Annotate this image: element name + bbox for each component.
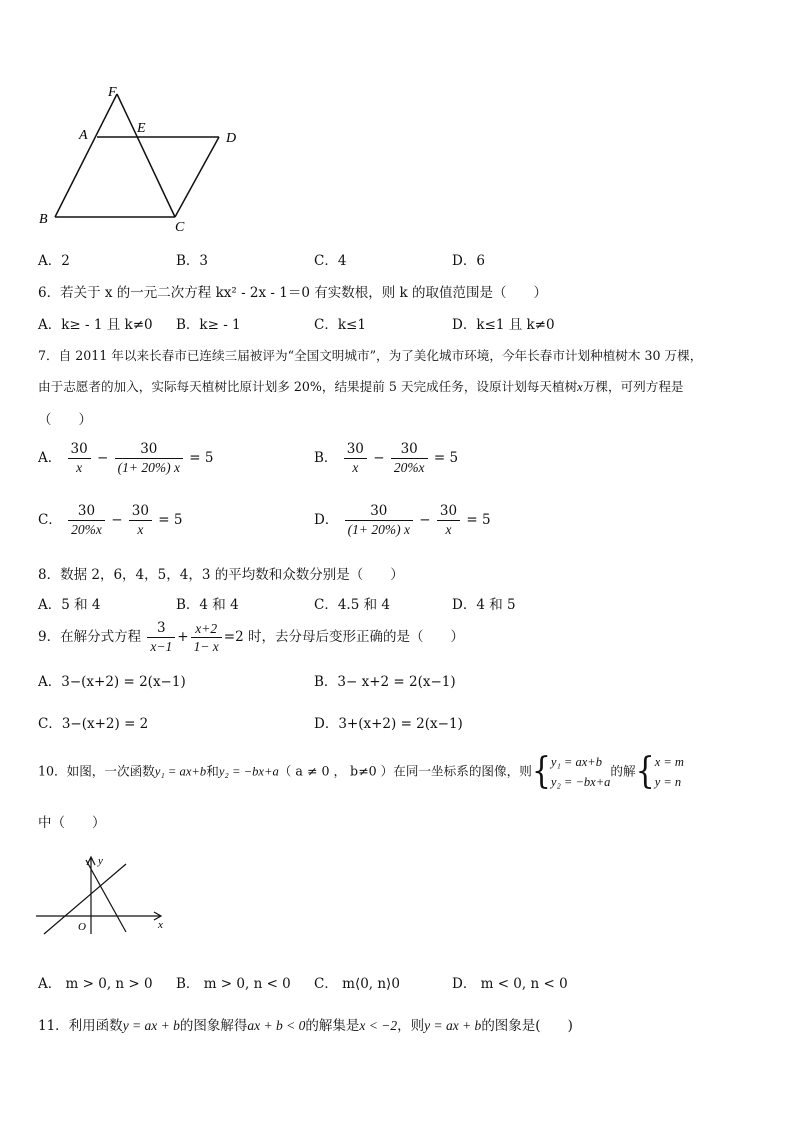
q9-suffix: =2 时，去分母后变形正确的是（ ）	[223, 629, 464, 645]
q7-line3: （ ）	[38, 412, 92, 428]
q5-option-b: B．3	[176, 253, 209, 269]
graph-label-o: O	[78, 921, 86, 933]
q9-n1: 3	[147, 620, 175, 638]
q7-a-label: A．	[38, 450, 62, 466]
q7-a-d2: (1+ 20%) x	[117, 460, 180, 475]
q7-b-n1: 30	[344, 441, 367, 459]
q7-a-minus: −	[97, 450, 109, 466]
q10-option-b: B． m > 0, n < 0	[176, 976, 291, 992]
q7-b-d1: x	[352, 460, 359, 475]
q8-option-a: A．5 和 4	[38, 597, 101, 613]
q10-sol2: y = n	[654, 775, 682, 789]
q7-line1: 7．自 2011 年以来长春市已连续三届被评为“全国文明城市”，为了美化城市环境，今年长春市计划种植树木 30 万棵，	[38, 348, 703, 363]
label-b: B	[39, 212, 48, 227]
q6-option-d: D．k≤1 且 k≠0	[452, 317, 555, 333]
side-dc	[175, 137, 219, 217]
q9-prefix: 9．在解分式方程	[38, 629, 142, 645]
q10-brace-1: {	[531, 750, 551, 793]
q10-line2: 中（ ）	[38, 815, 106, 831]
q10-sys2: y₂ = −bx+a	[550, 775, 611, 789]
q11-f3: x < −2	[359, 1018, 398, 1033]
q9-option-a: A．3−(x+2) = 2(x−1)	[38, 674, 186, 690]
q9-d1: x−1	[150, 639, 173, 654]
q9-option-d: D．3+(x+2) = 2(x−1)	[314, 716, 463, 732]
q6-option-a: A．k≥ - 1 且 k≠0	[38, 317, 153, 333]
q10-sol-pre: 的解	[610, 763, 636, 779]
q7-c-d2: x	[137, 522, 144, 537]
q10-option-d: D． m < 0, n < 0	[452, 976, 568, 992]
q8-stem: 8．数据 2，6，4，5，4，3 的平均数和众数分别是（ ）	[38, 567, 404, 583]
q11-p2: 的图象解得	[179, 1018, 248, 1034]
q7-a-rhs: = 5	[189, 450, 214, 466]
q10-f1: y₁ = ax+b	[154, 764, 207, 779]
label-c: C	[175, 220, 185, 234]
q10-prefix: 10．如图，一次函数	[38, 763, 155, 779]
label-d: D	[226, 131, 237, 146]
q6-option-c: C．k≤1	[314, 317, 366, 333]
q7-d-n2: 30	[437, 503, 460, 521]
q9-d2: 1− x	[193, 639, 219, 654]
q7-option-c	[38, 503, 182, 538]
q7-a-n1: 30	[68, 441, 91, 459]
label-a: A	[79, 128, 88, 143]
q7-b-minus: −	[373, 450, 385, 466]
q7-line2-a: 由于志愿者的加入，实际每天植树比原计划多 20%，结果提前 5 天完成任务，设原计划每天植树	[38, 379, 578, 394]
q10-option-c: C． m⟨0, n⟩0	[314, 976, 400, 992]
q6-stem: 6．若关于 x 的一元二次方程 kx² - 2x - 1＝0 有实数根，则 k 的取值范围是（ ）	[38, 285, 548, 301]
q7-line2	[38, 376, 684, 395]
q7-b-n2: 30	[391, 441, 428, 459]
q7-option-b	[314, 441, 458, 476]
q7-c-label: C．	[38, 512, 62, 528]
q10-f2: y₂ = −bx+a	[218, 764, 279, 779]
q10-and: 和	[206, 763, 219, 779]
q10-stem	[38, 752, 684, 792]
label-f: F	[108, 85, 117, 100]
q5-option-d: D．6	[452, 253, 485, 269]
q11-f1: y = ax + b	[122, 1018, 180, 1033]
q7-line2-b: 万棵，可列方程是	[582, 379, 684, 394]
q7-c-minus: −	[111, 512, 123, 528]
q10-graph	[36, 852, 171, 940]
q7-c-d1: 20%x	[71, 522, 102, 537]
q7-c-n2: 30	[129, 503, 152, 521]
q7-option-a	[38, 441, 213, 476]
q10-option-a: A． m > 0, n > 0	[38, 976, 153, 992]
q11-p3: 的解集是	[305, 1018, 360, 1034]
q5-option-c: C．4	[314, 253, 347, 269]
q6-option-b: B．k≥ - 1	[176, 317, 241, 333]
q9-stem	[38, 620, 464, 655]
q7-a-n2: 30	[115, 441, 183, 459]
q7-d-rhs: = 5	[466, 512, 491, 528]
q11-f2: ax + b < 0	[247, 1018, 306, 1033]
q8-option-c: C．4.5 和 4	[314, 597, 390, 613]
line-y2	[86, 860, 126, 932]
q7-c-n1: 30	[68, 503, 105, 521]
q7-d-d1: (1+ 20%) x	[347, 522, 410, 537]
q7-b-rhs: = 5	[433, 450, 459, 466]
q7-a-d1: x	[76, 460, 83, 475]
q7-b-d2: 20%x	[393, 460, 425, 475]
q11-p4: ，则	[397, 1018, 425, 1034]
q7-c-rhs: = 5	[158, 512, 183, 528]
label-e: E	[137, 121, 146, 136]
q7-option-d	[314, 503, 491, 538]
q8-option-b: B．4 和 4	[176, 597, 239, 613]
line-bf	[55, 94, 117, 217]
q9-n2: x+2	[191, 620, 222, 638]
q9-option-b: B．3− x+2 = 2(x−1)	[314, 674, 456, 690]
graph-label-y: y	[98, 855, 103, 867]
q11-p5: 的图象是( )	[481, 1018, 573, 1034]
q11-stem	[38, 1014, 573, 1034]
q7-d-n1: 30	[345, 503, 413, 521]
q7-d-d2: x	[445, 522, 452, 537]
q10-sol1: x = m	[654, 755, 684, 769]
q9-option-c: C．3−(x+2) = 2	[38, 716, 149, 732]
graph-label-x: x	[158, 919, 163, 931]
q10-cond: （ a ≠ 0 ， b≠0 ）在同一坐标系的图像，则	[278, 763, 532, 779]
q10-brace-2: {	[635, 750, 655, 793]
q8-option-d: D．4 和 5	[452, 597, 516, 613]
q7-d-label: D．	[314, 512, 339, 528]
parallelogram-figure	[30, 82, 260, 234]
q10-sys1: y₁ = ax+b	[550, 755, 602, 769]
line-fc	[117, 94, 175, 217]
q11-p1: 11．利用函数	[38, 1018, 123, 1034]
q11-f4: y = ax + b	[424, 1018, 482, 1033]
q7-b-label: B．	[314, 450, 338, 466]
q7-d-minus: −	[419, 512, 431, 528]
q9-plus: +	[177, 629, 189, 645]
q7-var: x	[577, 380, 583, 394]
q5-option-a: A．2	[38, 253, 70, 269]
